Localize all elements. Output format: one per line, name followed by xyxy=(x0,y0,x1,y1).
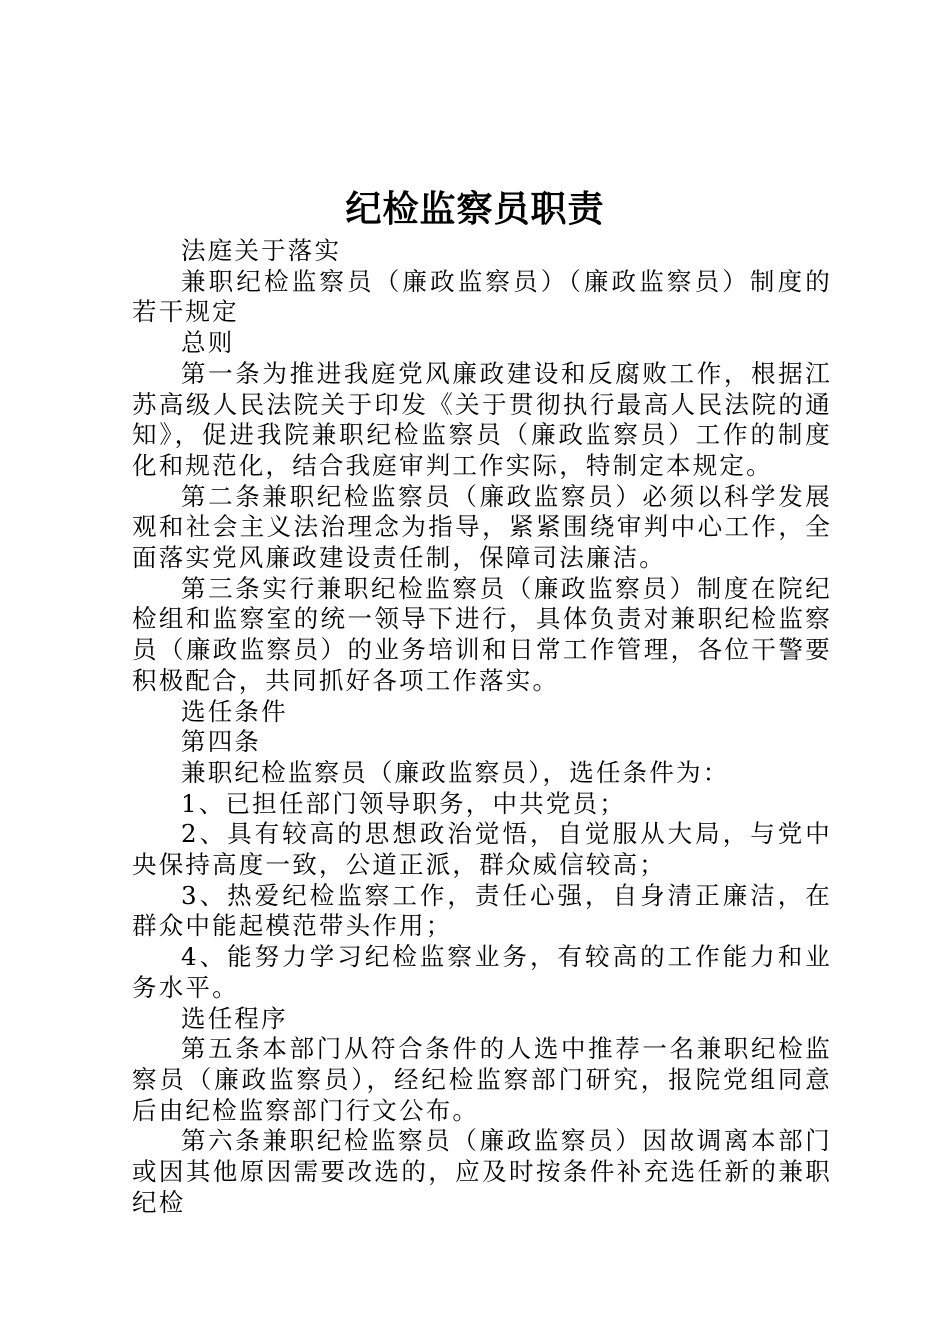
article-2: 第二条兼职纪检监察员（廉政监察员）必须以科学发展观和社会主义法治理念为指导，紧紧围绕审判中心工作，全面落实党风廉政建设责任制，保障司法廉洁。 xyxy=(132,481,832,573)
document-body xyxy=(132,236,832,1219)
article-6: 第六条兼职纪检监察员（廉政监察员）因故调离本部门或因其他原因需要改选的，应及时按条件补充选任新的兼职纪检 xyxy=(132,1126,832,1217)
condition-3: 3、热爱纪检监察工作，责任心强，自身清正廉洁，在群众中能起模范带头作用； xyxy=(132,880,832,941)
article-3: 第三条实行兼职纪检监察员（廉政监察员）制度在院纪检组和监察室的统一领导下进行，具体负责对兼职纪检监察员（廉政监察员）的业务培训和日常工作管理，各位干警要积极配合，共同抓好各项工作落实。 xyxy=(132,573,832,695)
section-heading-general: 总则 xyxy=(181,328,235,358)
document-title: 纪检监察员职责 xyxy=(345,188,605,230)
article-4-heading: 第四条 xyxy=(181,727,262,757)
paragraph-court-heading: 法庭关于落实 xyxy=(181,236,342,265)
article-4-intro: 兼职纪检监察员（廉政监察员），选任条件为： xyxy=(181,757,730,787)
condition-1: 1、已担任部门领导职务，中共党员； xyxy=(181,788,626,818)
condition-2: 2、具有较高的思想政治觉悟，自觉服从大局，与党中央保持高度一致，公道正派，群众威信较高； xyxy=(132,819,832,880)
section-heading-selection-procedure: 选任程序 xyxy=(181,1003,288,1033)
condition-4: 4、能努力学习纪检监察业务，有较高的工作能力和业务水平。 xyxy=(132,942,832,1002)
paragraph-regulation-title: 兼职纪检监察员（廉政监察员）（廉政监察员）制度的若干规定 xyxy=(132,266,832,327)
article-1: 第一条为推进我庭党风廉政建设和反腐败工作，根据江苏高级人民法院关于印发《关于贯彻执行最高人民法院的通知》，促进我院兼职纪检监察员（廉政监察员）工作的制度化和规范化，结合我庭审判工作实际，特制定本规定。 xyxy=(132,358,832,480)
article-5: 第五条本部门从符合条件的人选中推荐一名兼职纪检监察员（廉政监察员），经纪检监察部门研究，报院党组同意后由纪检监察部门行文公布。 xyxy=(132,1034,832,1125)
section-heading-selection-conditions: 选任条件 xyxy=(181,696,288,726)
